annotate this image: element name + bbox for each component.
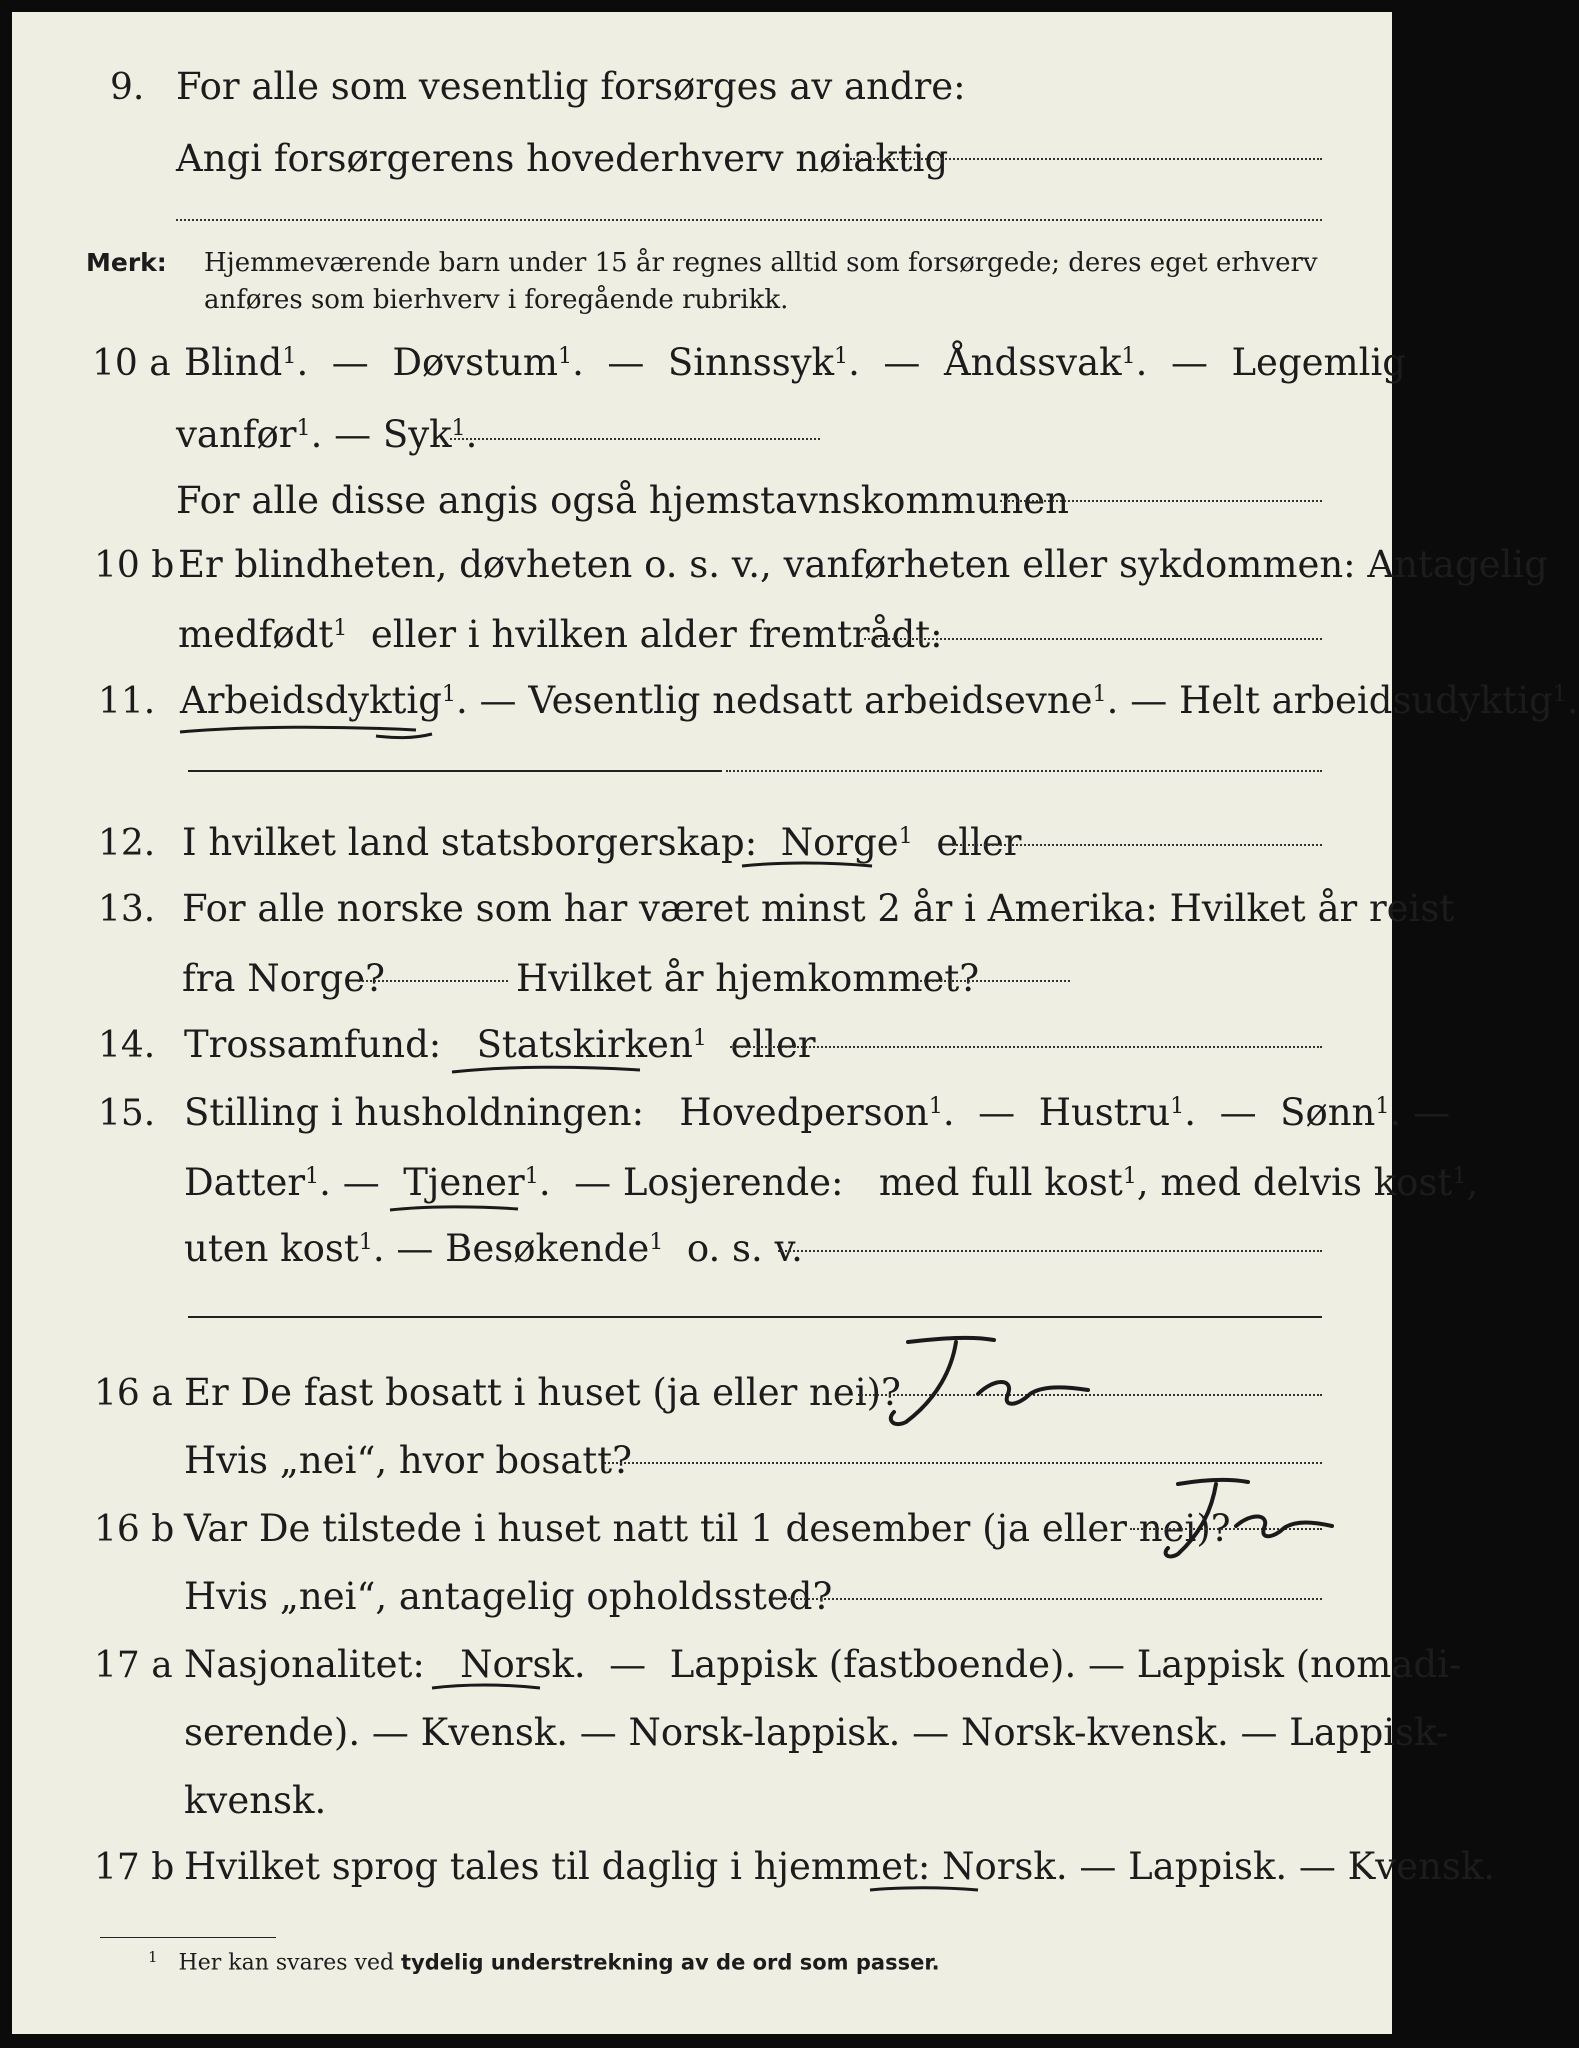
q12-line: I hvilket land statsborgerskap: Norge$^1$ eller bbox=[182, 821, 1022, 864]
q11-separator-right bbox=[726, 770, 1322, 772]
q17b-number: 17 b bbox=[94, 1847, 175, 1888]
q13-reist-line bbox=[358, 980, 508, 982]
q16a-bosatt-line bbox=[604, 1462, 1322, 1464]
q17a-line2: serende). — Kvensk. — Norsk-lappisk. — Norsk-kvensk. — Lappisk- bbox=[184, 1711, 1449, 1754]
q16b-line1: Var De tilstede i huset natt til 1 desember (ja eller nei)? bbox=[184, 1507, 1231, 1550]
q15-line2: Datter$^1$. — Tjener$^1$. — Losjerende: med full kost$^1$, med delvis kost$^1$, bbox=[184, 1161, 1479, 1204]
q15-answer-line bbox=[778, 1250, 1322, 1252]
merk-line2: anføres som bierhverv i foregående rubrikk. bbox=[204, 285, 789, 315]
q10a-line3: For alle disse angis også hjemstavnskommunen bbox=[176, 479, 1070, 522]
q16b-number: 16 b bbox=[94, 1509, 175, 1550]
q16b-handwritten-answer bbox=[1156, 1470, 1336, 1570]
q16a-number: 16 a bbox=[94, 1373, 173, 1414]
q12-answer-line bbox=[952, 844, 1322, 846]
q10b-answer-line bbox=[864, 638, 1322, 640]
q15-number: 15. bbox=[98, 1093, 156, 1134]
q9-number: 9. bbox=[110, 67, 145, 108]
q11-line: Arbeidsdyktig$^1$. — Vesentlig nedsatt arbeidsevne$^1$. — Helt arbeidsudyktig$^1$. bbox=[180, 679, 1579, 722]
q16b-opholdssted-line bbox=[772, 1598, 1322, 1600]
q10b-line2: medfødt$^1$ eller i hvilken alder fremtrådt: bbox=[178, 613, 943, 656]
q12-underline-norge bbox=[738, 858, 878, 878]
footnote: $^1$ Her kan svares ved tydelig understrekning av de ord som passer. bbox=[148, 1948, 940, 1976]
q15-line1: Stilling i husholdningen: Hovedperson$^1$. — Hustru$^1$. — Sønn$^1$. — bbox=[184, 1091, 1451, 1134]
q10a-line2: vanfør$^1$. — Syk$^1$. bbox=[176, 413, 478, 456]
q17a-line3: kvensk. bbox=[184, 1779, 327, 1822]
q17a-number: 17 a bbox=[94, 1645, 173, 1686]
q9-line2: Angi forsørgerens hovederhverv nøiaktig bbox=[176, 137, 949, 180]
merk-line1: Hjemmeværende barn under 15 år regnes alltid som forsørgede; deres eget erhverv bbox=[204, 248, 1318, 278]
q10a-hjemstavn-line bbox=[1000, 500, 1322, 502]
q9-answer-line bbox=[850, 158, 1322, 160]
q14-line: Trossamfund: Statskirken$^1$ eller bbox=[184, 1023, 816, 1066]
q14-answer-line bbox=[730, 1046, 1322, 1048]
q17a-line1: Nasjonalitet: Norsk. — Lappisk (fastboende). — Lappisk (nomadi- bbox=[184, 1643, 1462, 1686]
q17a-underline-norsk bbox=[428, 1680, 548, 1700]
q10a-answer-line bbox=[450, 438, 820, 440]
q11-separator-left bbox=[188, 770, 722, 772]
q15-line3: uten kost$^1$. — Besøkende$^1$ o. s. v. bbox=[184, 1227, 803, 1270]
q10b-line1: Er blindheten, døvheten o. s. v., vanførheten eller sykdommen: Antagelig bbox=[178, 543, 1548, 586]
q12-number: 12. bbox=[98, 823, 156, 864]
q9-answer-line2 bbox=[176, 219, 1322, 221]
q14-underline-statskirken bbox=[446, 1062, 646, 1084]
census-form-page bbox=[12, 12, 1579, 2034]
q15-separator bbox=[188, 1316, 1322, 1318]
q10a-number: 10 a bbox=[92, 343, 171, 384]
q13-line2a: fra Norge? bbox=[182, 957, 385, 1000]
q16a-line2: Hvis „nei“, hvor bosatt? bbox=[184, 1439, 632, 1482]
q13-line2b: Hvilket år hjemkommet? bbox=[516, 957, 980, 1000]
q10b-number: 10 b bbox=[94, 545, 175, 586]
footnote-rule bbox=[100, 1937, 276, 1938]
q10a-line1: Blind$^1$. — Døvstum$^1$. — Sinnssyk$^1$. — Åndssvak$^1$. — Legemlig bbox=[184, 341, 1406, 384]
q16a-handwritten-answer bbox=[882, 1328, 1102, 1438]
q13-line1: For alle norske som har været minst 2 år i Amerika: Hvilket år reist bbox=[182, 887, 1455, 930]
q14-number: 14. bbox=[98, 1025, 156, 1066]
q16b-line2: Hvis „nei“, antagelig opholdssted? bbox=[184, 1575, 833, 1618]
q9-line1: For alle som vesentlig forsørges av andre: bbox=[176, 65, 966, 108]
q17b-line: Hvilket sprog tales til daglig i hjemmet: Norsk. — Lappisk. — Kvensk. bbox=[184, 1845, 1496, 1888]
q13-number: 13. bbox=[98, 889, 156, 930]
q16a-line1: Er De fast bosatt i huset (ja eller nei)? bbox=[184, 1371, 901, 1414]
merk-label: Merk: bbox=[86, 248, 167, 277]
q11-underline-arbeidsdyktig bbox=[176, 720, 436, 750]
q17b-underline-norsk bbox=[866, 1882, 986, 1902]
q15-underline-tjener bbox=[386, 1200, 526, 1220]
q13-hjemkommet-line bbox=[920, 980, 1070, 982]
q11-number: 11. bbox=[98, 681, 156, 722]
